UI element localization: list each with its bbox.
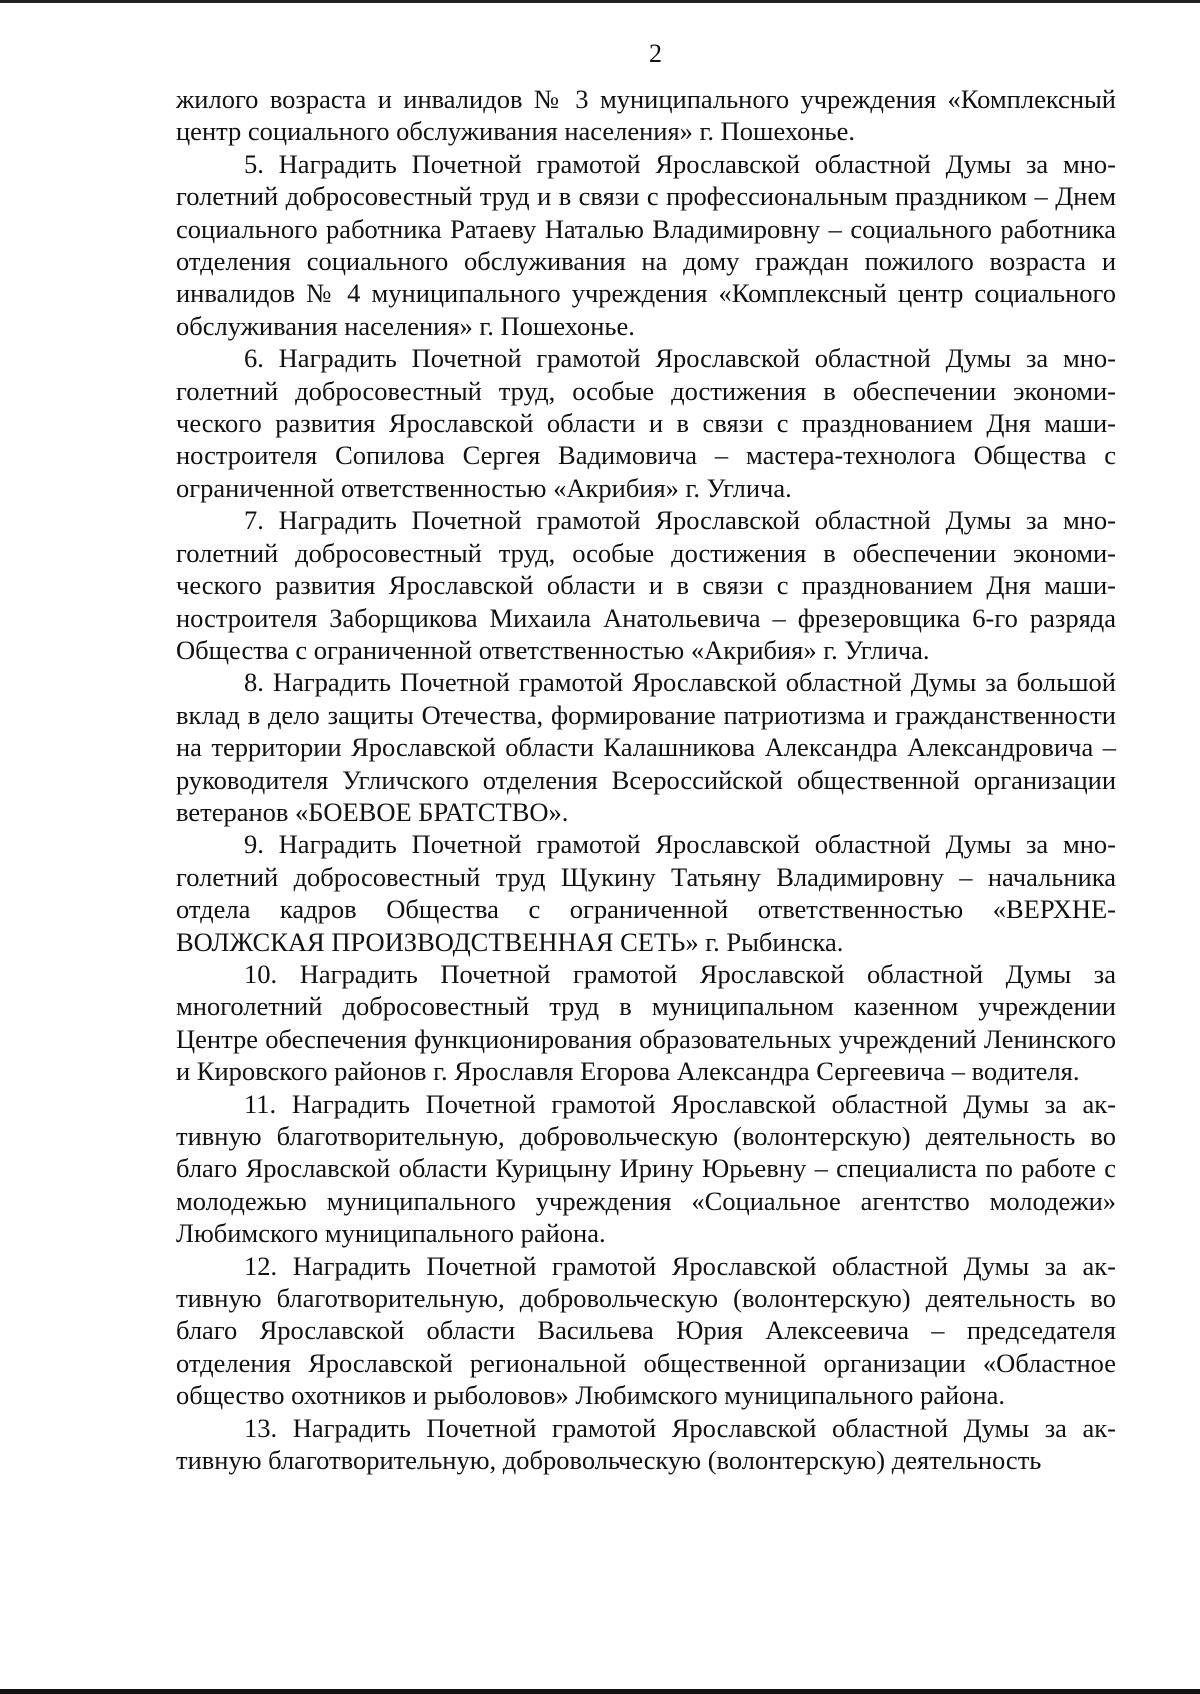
scan-edge-bottom <box>0 1689 1200 1694</box>
resolution-item-13: 13. Наградить Почетной грамотой Ярославской областной Думы за активную благотворительную, добровольческую (волонтерскую) деятельность <box>176 1412 1116 1476</box>
resolution-item-8: 8. Наградить Почетной грамотой Ярославской областной Думы за большой вклад в дело защиты Отечества, формирование патриотизма и гражданственности на территории Ярославской области Калашникова Александра Александровича – руководителя Угличского отделения Всероссийской общественной организации ветеранов «БОЕВОЕ БРАТСТВО». <box>176 667 1116 827</box>
resolution-item-9: 9. Наградить Почетной грамотой Ярославской областной Думы за многолетний добросовестный труд Щукину Татьяну Владимировну – начальника отдела кадров Общества с ограниченной ответственностью «ВЕРХНЕВОЛЖСКАЯ ПРОИЗВОДСТВЕННАЯ СЕТЬ» г. Рыбинска. <box>176 829 1116 957</box>
page-number: 2 <box>649 39 662 68</box>
resolution-item-6: 6. Наградить Почетной грамотой Ярославской областной Думы за многолетний добросовестный труд, особые достижения в обеспечении экономического развития Ярославской области и в связи с празднованием Дня машиностроителя Сопилова Сергея Вадимовича – мастера-технолога Общества с ограниченной ответственностью «Акрибия» г. Углича. <box>176 343 1116 503</box>
resolution-item-7: 7. Наградить Почетной грамотой Ярославской областной Думы за многолетний добросовестный труд, особые достижения в обеспечении экономического развития Ярославской области и в связи с празднованием Дня машиностроителя Заборщикова Михаила Анатольевича – фрезеровщика 6-го разряда Общества с ограниченной ответственностью «Акрибия» г. Углича. <box>176 505 1116 665</box>
resolution-item-11: 11. Наградить Почетной грамотой Ярославской областной Думы за активную благотворительную, добровольческую (волонтерскую) деятельность во благо Ярославской области Курицыну Ирину Юрьевну – специалиста по работе с молодежью муниципального учреждения «Социальное агентство молодежи» Любимского муниципального района. <box>176 1088 1116 1249</box>
document-body <box>176 83 1116 1476</box>
continuation-paragraph: жилого возраста и инвалидов № 3 муниципального учреждения «Комплексный центр социального обслуживания населения» г. Пошехонье. <box>176 84 1116 147</box>
resolution-item-10: 10. Наградить Почетной грамотой Ярославской областной Думы за многолетний добросовестный труд в муниципальном казенном учреждении Центре обеспечения функционирования образовательных учреждений Ленинского и Кировского районов г. Ярославля Егорова Александра Сергеевича – водителя. <box>176 958 1116 1087</box>
resolution-item-5: 5. Наградить Почетной грамотой Ярославской областной Думы за многолетний добросовестный труд и в связи с профессиональным праздником – Днем социального работника Ратаеву Наталью Владимировну – социального работника отделения социального обслуживания на дому граждан пожилого возраста и инвалидов № 4 муниципального учреждения «Комплексный центр социального обслуживания населения» г. Пошехонье. <box>176 148 1116 341</box>
resolution-item-12: 12. Наградить Почетной грамотой Ярославской областной Думы за активную благотворительную, добровольческую (волонтерскую) деятельность во благо Ярославской области Васильева Юрия Алексеевича – председателя отделения Ярославской региональной общественной организации «Областное общество охотников и рыболовов» Любимского муниципального района. <box>176 1250 1116 1411</box>
scan-edge-top <box>0 0 1200 3</box>
